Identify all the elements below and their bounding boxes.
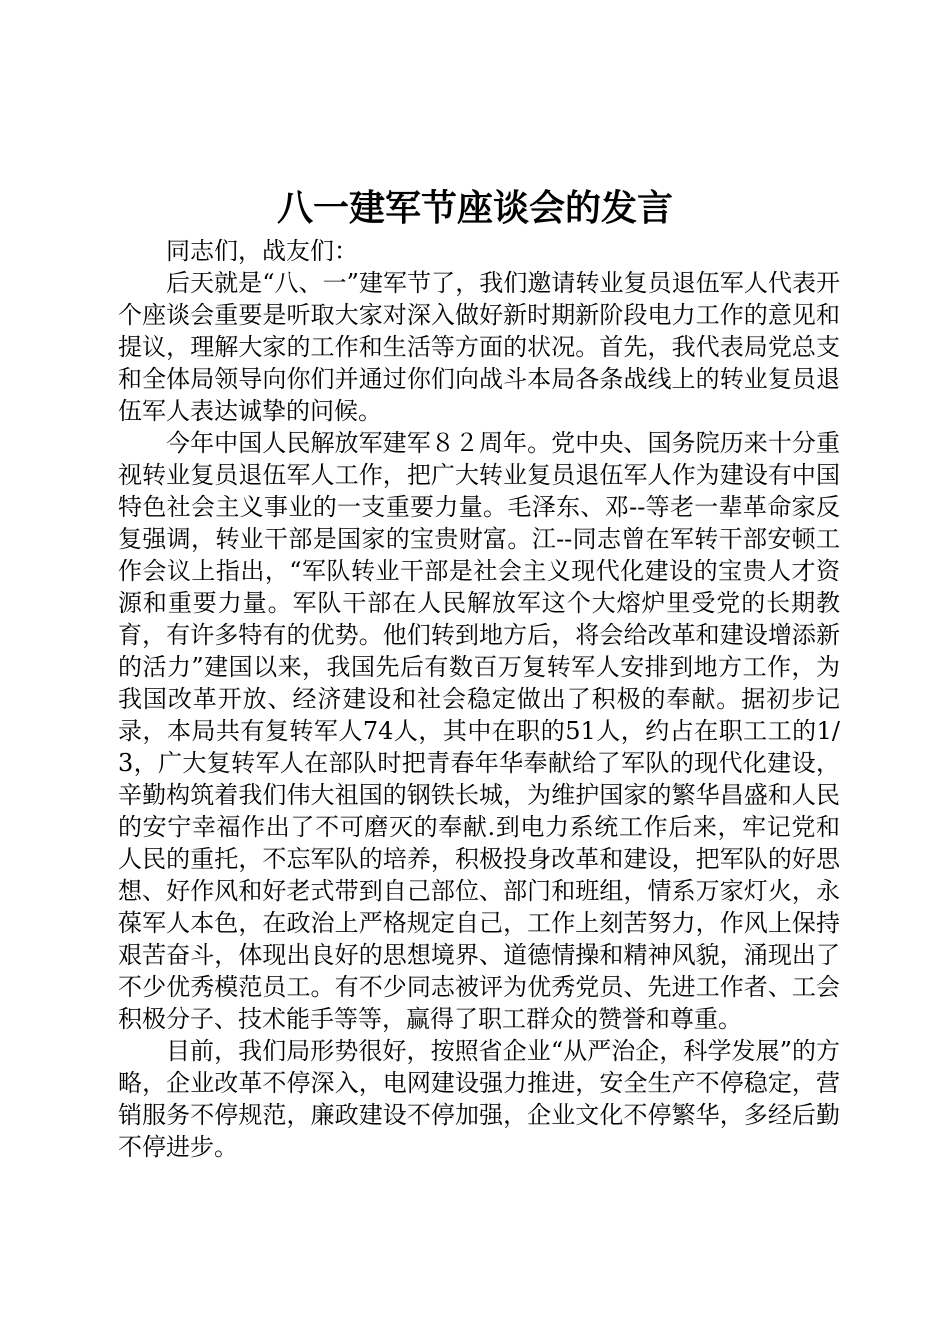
paragraph-1: 后天就是“八、一”建军节了，我们邀请转业复员退伍军人代表开个座谈会重要是听取大家对深入做好新时期新阶段电力工作的意见和提议，理解大家的工作和生活等方面的状况。首先，我代表局党总支和全体局领导向你们并通过你们向战斗本局各条战线上的转业复员退伍军人表达诚挚的问候。	[118, 269, 840, 425]
document-title: 八一建军节座谈会的发言	[276, 187, 673, 229]
document-body	[118, 235, 840, 1163]
paragraph-2: 今年中国人民解放军建军８２周年。党中央、国务院历来十分重视转业复员退伍军人工作，把广大转业复员退伍军人作为建设有中国特色社会主义事业的一支重要力量。毛泽东、邓--等老一辈革命家反复强调，转业干部是国家的宝贵财富。江--同志曾在军转干部安顿工作会议上指出，“军队转业干部是社会主义现代化建设的宝贵人才资源和重要力量。军队干部在人民解放军这个大熔炉里受党的长期教育，有许多特有的优势。他们转到地方后，将会给改革和建设增添新的活力”建国以来，我国先后有数百万复转军人安排到地方工作，为我国改革开放、经济建设和社会稳定做出了积极的奉献。据初步记录，本局共有复转军人74人，其中在职的51人，约占在职工工的1/3，广大复转军人在部队时把青春年华奉献给了军队的现代化建设，辛勤构筑着我们伟大祖国的钢铁长城，为维护国家的繁华昌盛和人民的安宁幸福作出了不可磨灭的奉献.到电力系统工作后来，牢记党和人民的重托，不忘军队的培养，积极投身改革和建设，把军队的好思想、好作风和好老式带到自己部位、部门和班组，情系万家灯火，永葆军人本色，在政治上严格规定自己，工作上刻苦努力，作风上保持艰苦奋斗，体现出良好的思想境界、道德情操和精神风貌，涌现出了不少优秀模范员工。有不少同志被评为优秀党员、先进工作者、工会积极分子、技术能手等等，赢得了职工群众的赞誉和尊重。	[118, 429, 840, 1033]
salutation: 同志们，战友们：	[166, 237, 358, 265]
paragraph-3: 目前，我们局形势很好，按照省企业“从严治企，科学发展”的方略，企业改革不停深入，电网建设强力推进，安全生产不停稳定，营销服务不停规范，廉政建设不停加强，企业文化不停繁华，多经后勤不停进步。	[118, 1037, 840, 1161]
